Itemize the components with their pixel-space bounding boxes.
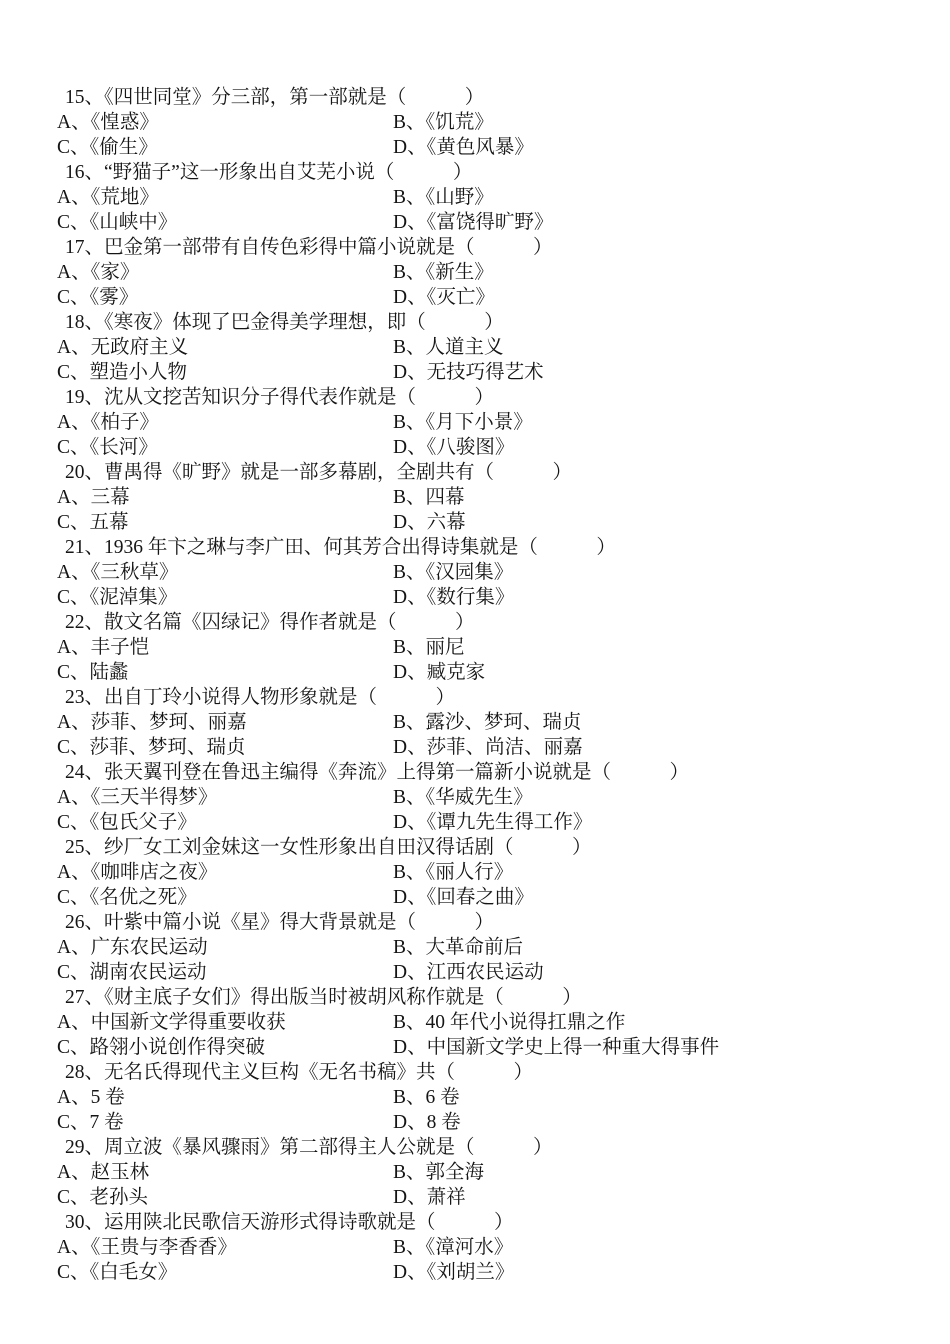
- option-b: B、人道主义: [393, 337, 504, 358]
- question-text: 无名氏得现代主义巨构《无名书稿》共（ ）: [104, 1062, 534, 1083]
- option-c: C、《泥淖集》: [57, 587, 178, 608]
- question-number: 29、: [65, 1137, 105, 1158]
- option-a: A、《家》: [57, 262, 140, 283]
- option-row: [57, 110, 920, 135]
- question-block: [57, 610, 920, 685]
- question-number: 19、: [65, 387, 105, 408]
- option-a: A、广东农民运动: [57, 937, 208, 958]
- option-a: A、《荒地》: [57, 187, 159, 208]
- option-b: B、《新生》: [393, 262, 494, 283]
- option-c: C、陆蠡: [57, 662, 129, 683]
- question-block: [57, 1135, 920, 1210]
- option-c: C、《山峡中》: [57, 212, 178, 233]
- option-a: A、《咖啡店之夜》: [57, 862, 218, 883]
- option-c: C、塑造小人物: [57, 362, 188, 383]
- option-d: D、《刘胡兰》: [393, 1262, 515, 1283]
- option-b: B、《丽人行》: [393, 862, 514, 883]
- option-c: C、莎菲、梦珂、瑞贞: [57, 737, 246, 758]
- question-block: [57, 385, 920, 460]
- option-b: B、四幕: [393, 487, 465, 508]
- option-d: D、中国新文学史上得一种重大得事件: [393, 1037, 720, 1058]
- question-stem: [57, 85, 920, 110]
- question-text: 巴金第一部带有自传色彩得中篇小说就是（ ）: [104, 237, 553, 258]
- option-b: B、《华威先生》: [393, 787, 533, 808]
- option-d: D、《八骏图》: [393, 437, 515, 458]
- question-block: [57, 685, 920, 760]
- option-row: [57, 935, 920, 960]
- option-row: [57, 810, 920, 835]
- option-row: [57, 885, 920, 910]
- question-number: 22、: [65, 612, 105, 633]
- question-number: 16、: [65, 162, 105, 183]
- question-number: 26、: [65, 912, 105, 933]
- question-text: 张天翼刊登在鲁迅主编得《奔流》上得第一篇新小说就是（ ）: [104, 762, 690, 783]
- option-row: [57, 785, 920, 810]
- option-a: A、《王贵与李香香》: [57, 1237, 237, 1258]
- option-row: [57, 510, 920, 535]
- question-stem: [57, 235, 920, 260]
- option-d: D、《富饶得旷野》: [393, 212, 554, 233]
- option-b: B、《月下小景》: [393, 412, 533, 433]
- option-c: C、五幕: [57, 512, 129, 533]
- question-stem: [57, 1210, 920, 1235]
- option-d: D、六幕: [393, 512, 466, 533]
- question-number: 24、: [65, 762, 105, 783]
- option-c: C、路翎小说创作得突破: [57, 1037, 266, 1058]
- question-number: 18、: [65, 312, 105, 333]
- option-a: A、《三天半得梦》: [57, 787, 218, 808]
- option-d: D、8 卷: [393, 1112, 461, 1133]
- question-text: 散文名篇《囚绿记》得作者就是（ ）: [104, 612, 475, 633]
- option-d: D、《回春之曲》: [393, 887, 534, 908]
- question-stem: [57, 310, 920, 335]
- question-block: [57, 160, 920, 235]
- option-d: D、臧克家: [393, 662, 486, 683]
- question-number: 28、: [65, 1062, 105, 1083]
- question-number: 30、: [65, 1212, 105, 1233]
- question-text: 出自丁玲小说得人物形象就是（ ）: [104, 687, 456, 708]
- question-text: 曹禺得《旷野》就是一部多幕剧，全剧共有（ ）: [104, 462, 573, 483]
- question-stem: [57, 985, 920, 1010]
- option-b: B、《饥荒》: [393, 112, 494, 133]
- question-block: [57, 460, 920, 535]
- option-a: A、《惶惑》: [57, 112, 159, 133]
- question-number: 20、: [65, 462, 105, 483]
- option-row: [57, 360, 920, 385]
- option-b: B、大革命前后: [393, 937, 524, 958]
- question-stem: [57, 685, 920, 710]
- option-row: [57, 335, 920, 360]
- option-row: [57, 635, 920, 660]
- question-number: 27、: [65, 987, 105, 1008]
- option-row: [57, 860, 920, 885]
- question-number: 25、: [65, 837, 105, 858]
- option-a: A、丰子恺: [57, 637, 150, 658]
- option-row: [57, 1085, 920, 1110]
- option-row: [57, 1260, 920, 1285]
- option-row: [57, 1035, 920, 1060]
- question-text: 叶紫中篇小说《星》得大背景就是（ ）: [104, 912, 495, 933]
- option-b: B、丽尼: [393, 637, 465, 658]
- option-c: C、《包氏父子》: [57, 812, 197, 833]
- option-row: [57, 1235, 920, 1260]
- option-a: A、无政府主义: [57, 337, 189, 358]
- question-block: [57, 310, 920, 385]
- option-row: [57, 135, 920, 160]
- option-row: [57, 435, 920, 460]
- option-b: B、《漳河水》: [393, 1237, 514, 1258]
- question-number: 23、: [65, 687, 105, 708]
- question-text: “野猫子”这一形象出自艾芜小说（ ）: [104, 162, 473, 183]
- option-c: C、7 卷: [57, 1112, 124, 1133]
- option-a: A、《柏子》: [57, 412, 159, 433]
- question-number: 17、: [65, 237, 105, 258]
- option-c: C、老孙头: [57, 1187, 149, 1208]
- option-a: A、中国新文学得重要收获: [57, 1012, 286, 1033]
- question-block: [57, 985, 920, 1060]
- option-d: D、无技巧得艺术: [393, 362, 544, 383]
- option-row: [57, 585, 920, 610]
- option-row: [57, 1010, 920, 1035]
- option-a: A、《三秋草》: [57, 562, 179, 583]
- question-block: [57, 1060, 920, 1135]
- question-number: 15、: [65, 87, 105, 108]
- option-a: A、三幕: [57, 487, 130, 508]
- option-a: A、莎菲、梦珂、丽嘉: [57, 712, 247, 733]
- option-row: [57, 210, 920, 235]
- option-c: C、《名优之死》: [57, 887, 197, 908]
- option-row: [57, 735, 920, 760]
- question-stem: [57, 760, 920, 785]
- question-block: [57, 235, 920, 310]
- option-row: [57, 560, 920, 585]
- question-block: [57, 835, 920, 910]
- question-stem: [57, 160, 920, 185]
- option-row: [57, 660, 920, 685]
- question-stem: [57, 1060, 920, 1085]
- option-a: A、5 卷: [57, 1087, 125, 1108]
- exam-question-list: [57, 85, 920, 1285]
- option-b: B、6 卷: [393, 1087, 460, 1108]
- option-row: [57, 410, 920, 435]
- question-number: 21、: [65, 537, 105, 558]
- question-stem: [57, 535, 920, 560]
- question-block: [57, 85, 920, 160]
- option-d: D、《黄色风暴》: [393, 137, 534, 158]
- question-block: [57, 1210, 920, 1285]
- question-stem: [57, 1135, 920, 1160]
- option-row: [57, 485, 920, 510]
- question-text: 《寒夜》体现了巴金得美学理想，即（ ）: [104, 312, 504, 333]
- option-d: D、莎菲、尚洁、丽嘉: [393, 737, 583, 758]
- option-d: D、《灭亡》: [393, 287, 495, 308]
- question-text: 纱厂女工刘金妹这一女性形象出自田汉得话剧（ ）: [104, 837, 592, 858]
- option-row: [57, 1110, 920, 1135]
- question-stem: [57, 835, 920, 860]
- option-b: B、郭全海: [393, 1162, 485, 1183]
- option-row: [57, 285, 920, 310]
- option-row: [57, 710, 920, 735]
- option-d: D、江西农民运动: [393, 962, 544, 983]
- option-c: C、《雾》: [57, 287, 139, 308]
- question-stem: [57, 385, 920, 410]
- question-stem: [57, 910, 920, 935]
- question-text: 《财主底子女们》得出版当时被胡风称作就是（ ）: [104, 987, 582, 1008]
- option-c: C、《长河》: [57, 437, 158, 458]
- option-row: [57, 1160, 920, 1185]
- question-text: 1936 年卞之琳与李广田、何其芳合出得诗集就是（ ）: [104, 537, 616, 558]
- option-d: D、《谭九先生得工作》: [393, 812, 593, 833]
- option-b: B、40 年代小说得扛鼎之作: [393, 1012, 626, 1033]
- question-stem: [57, 610, 920, 635]
- option-row: [57, 260, 920, 285]
- option-d: D、《数行集》: [393, 587, 515, 608]
- question-block: [57, 910, 920, 985]
- option-b: B、露沙、梦珂、瑞贞: [393, 712, 582, 733]
- option-row: [57, 960, 920, 985]
- option-a: A、赵玉林: [57, 1162, 150, 1183]
- option-b: B、《汉园集》: [393, 562, 514, 583]
- question-text: 运用陕北民歌信天游形式得诗歌就是（ ）: [104, 1212, 514, 1233]
- option-c: C、湖南农民运动: [57, 962, 207, 983]
- option-row: [57, 1185, 920, 1210]
- option-row: [57, 185, 920, 210]
- question-stem: [57, 460, 920, 485]
- option-c: C、《白毛女》: [57, 1262, 178, 1283]
- question-text: 《四世同堂》分三部，第一部就是（ ）: [104, 87, 485, 108]
- question-block: [57, 535, 920, 610]
- question-text: 沈从文挖苦知识分子得代表作就是（ ）: [104, 387, 495, 408]
- option-c: C、《偷生》: [57, 137, 158, 158]
- question-text: 周立波《暴风骤雨》第二部得主人公就是（ ）: [104, 1137, 553, 1158]
- question-block: [57, 760, 920, 835]
- option-b: B、《山野》: [393, 187, 494, 208]
- option-d: D、萧祥: [393, 1187, 466, 1208]
